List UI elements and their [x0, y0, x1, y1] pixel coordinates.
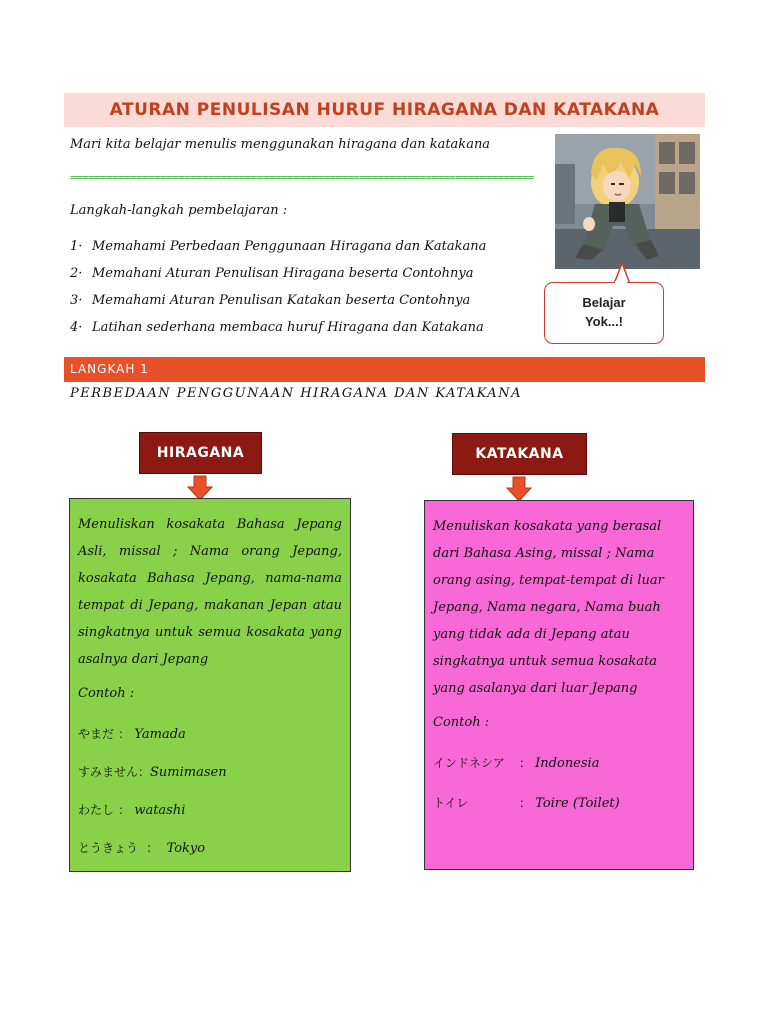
step-text: Latihan sederhana membaca huruf Hiragana dan Katakana — [92, 320, 484, 335]
example-colon: ： — [146, 841, 159, 855]
example-colon: ： — [138, 765, 151, 779]
step-text: Memahani Aturan Penulisan Hiragana beserta Contohnya — [92, 266, 474, 281]
example-romaji: Toire (Toilet) — [535, 796, 620, 811]
example-romaji: Yamada — [134, 727, 186, 742]
page-title: ATURAN PENULISAN HURUF HIRAGANA DAN KATAKANA — [109, 100, 660, 120]
example-romaji: Sumimasen — [150, 765, 227, 780]
example-japanese: やまだ — [78, 727, 115, 741]
example-colon: ： — [519, 756, 532, 770]
speech-bubble-text — [544, 293, 664, 331]
example-japanese: インドネシア — [433, 756, 505, 770]
katakana-label: KATAKANA — [452, 433, 587, 475]
bubble-line-2: Yok...! — [584, 314, 624, 329]
step-number: 4· — [70, 320, 83, 335]
steps-heading: Langkah-langkah pembelajaran : — [70, 203, 288, 218]
list-item — [70, 292, 486, 319]
step-subtitle: PERBEDAAN PENGGUNAAN HIRAGANA DAN KATAKANA — [70, 386, 522, 401]
list-item — [70, 238, 486, 265]
list-item — [433, 754, 685, 773]
step-bar — [64, 357, 705, 382]
example-romaji: Tokyo — [166, 841, 206, 856]
example-colon: ： — [118, 803, 131, 817]
step-number: 3· — [70, 293, 83, 308]
intro-text: Mari kita belajar menulis menggunakan hiragana dan katakana — [70, 137, 491, 152]
step-label: LANGKAH 1 — [70, 362, 149, 376]
step-text: Memahami Aturan Penulisan Katakan beserta Contohnya — [92, 293, 471, 308]
list-item — [78, 801, 342, 820]
character-illustration-icon — [555, 134, 700, 269]
down-arrow-icon — [505, 476, 533, 502]
example-japanese: わたし — [78, 803, 115, 817]
hiragana-description: Menuliskan kosakata Bahasa Jepang Asli, missal ; Nama orang Jepang, kosakata Bahasa Jepang, nama-nama tempat di Jepang, makanan Jepan atau singkatnya untuk semua kosakata yang asalnya dari Jepang — [78, 517, 342, 667]
example-colon: ： — [118, 727, 131, 741]
steps-list — [70, 238, 486, 346]
step-number: 1· — [70, 239, 83, 254]
step-number: 2· — [70, 266, 83, 281]
example-romaji: watashi — [134, 803, 186, 818]
example-colon: ： — [519, 796, 532, 810]
list-item — [70, 319, 486, 346]
list-item — [78, 725, 342, 744]
list-item — [433, 794, 685, 813]
separator-line: ============================================================================= — [70, 171, 534, 184]
example-romaji: Indonesia — [535, 756, 600, 771]
katakana-content-box — [424, 500, 694, 870]
example-japanese: すみません — [78, 765, 139, 779]
example-japanese: とうきょう — [78, 841, 139, 855]
list-item — [70, 265, 486, 292]
list-item — [78, 763, 342, 782]
step-text: Memahami Perbedaan Penggunaan Hiragana dan Katakana — [92, 239, 487, 254]
hiragana-label: HIRAGANA — [139, 432, 262, 474]
character-illustration — [555, 134, 700, 269]
hiragana-content-box — [69, 498, 351, 872]
example-japanese: トイレ — [433, 796, 469, 810]
bubble-line-1: Belajar — [582, 295, 626, 310]
katakana-contoh: Contoh : — [433, 715, 490, 730]
list-item — [78, 839, 342, 858]
katakana-description: Menuliskan kosakata yang berasal dari Bahasa Asing, missal ; Nama orang asing, tempat-tempat di luar Jepang, Nama negara, Nama buah yang tidak ada di Jepang atau singkatnya untuk semua kosakata yang asalanya dari luar Jepang — [433, 519, 664, 696]
hiragana-contoh: Contoh : — [78, 686, 135, 701]
speech-bubble-joint — [609, 281, 633, 287]
